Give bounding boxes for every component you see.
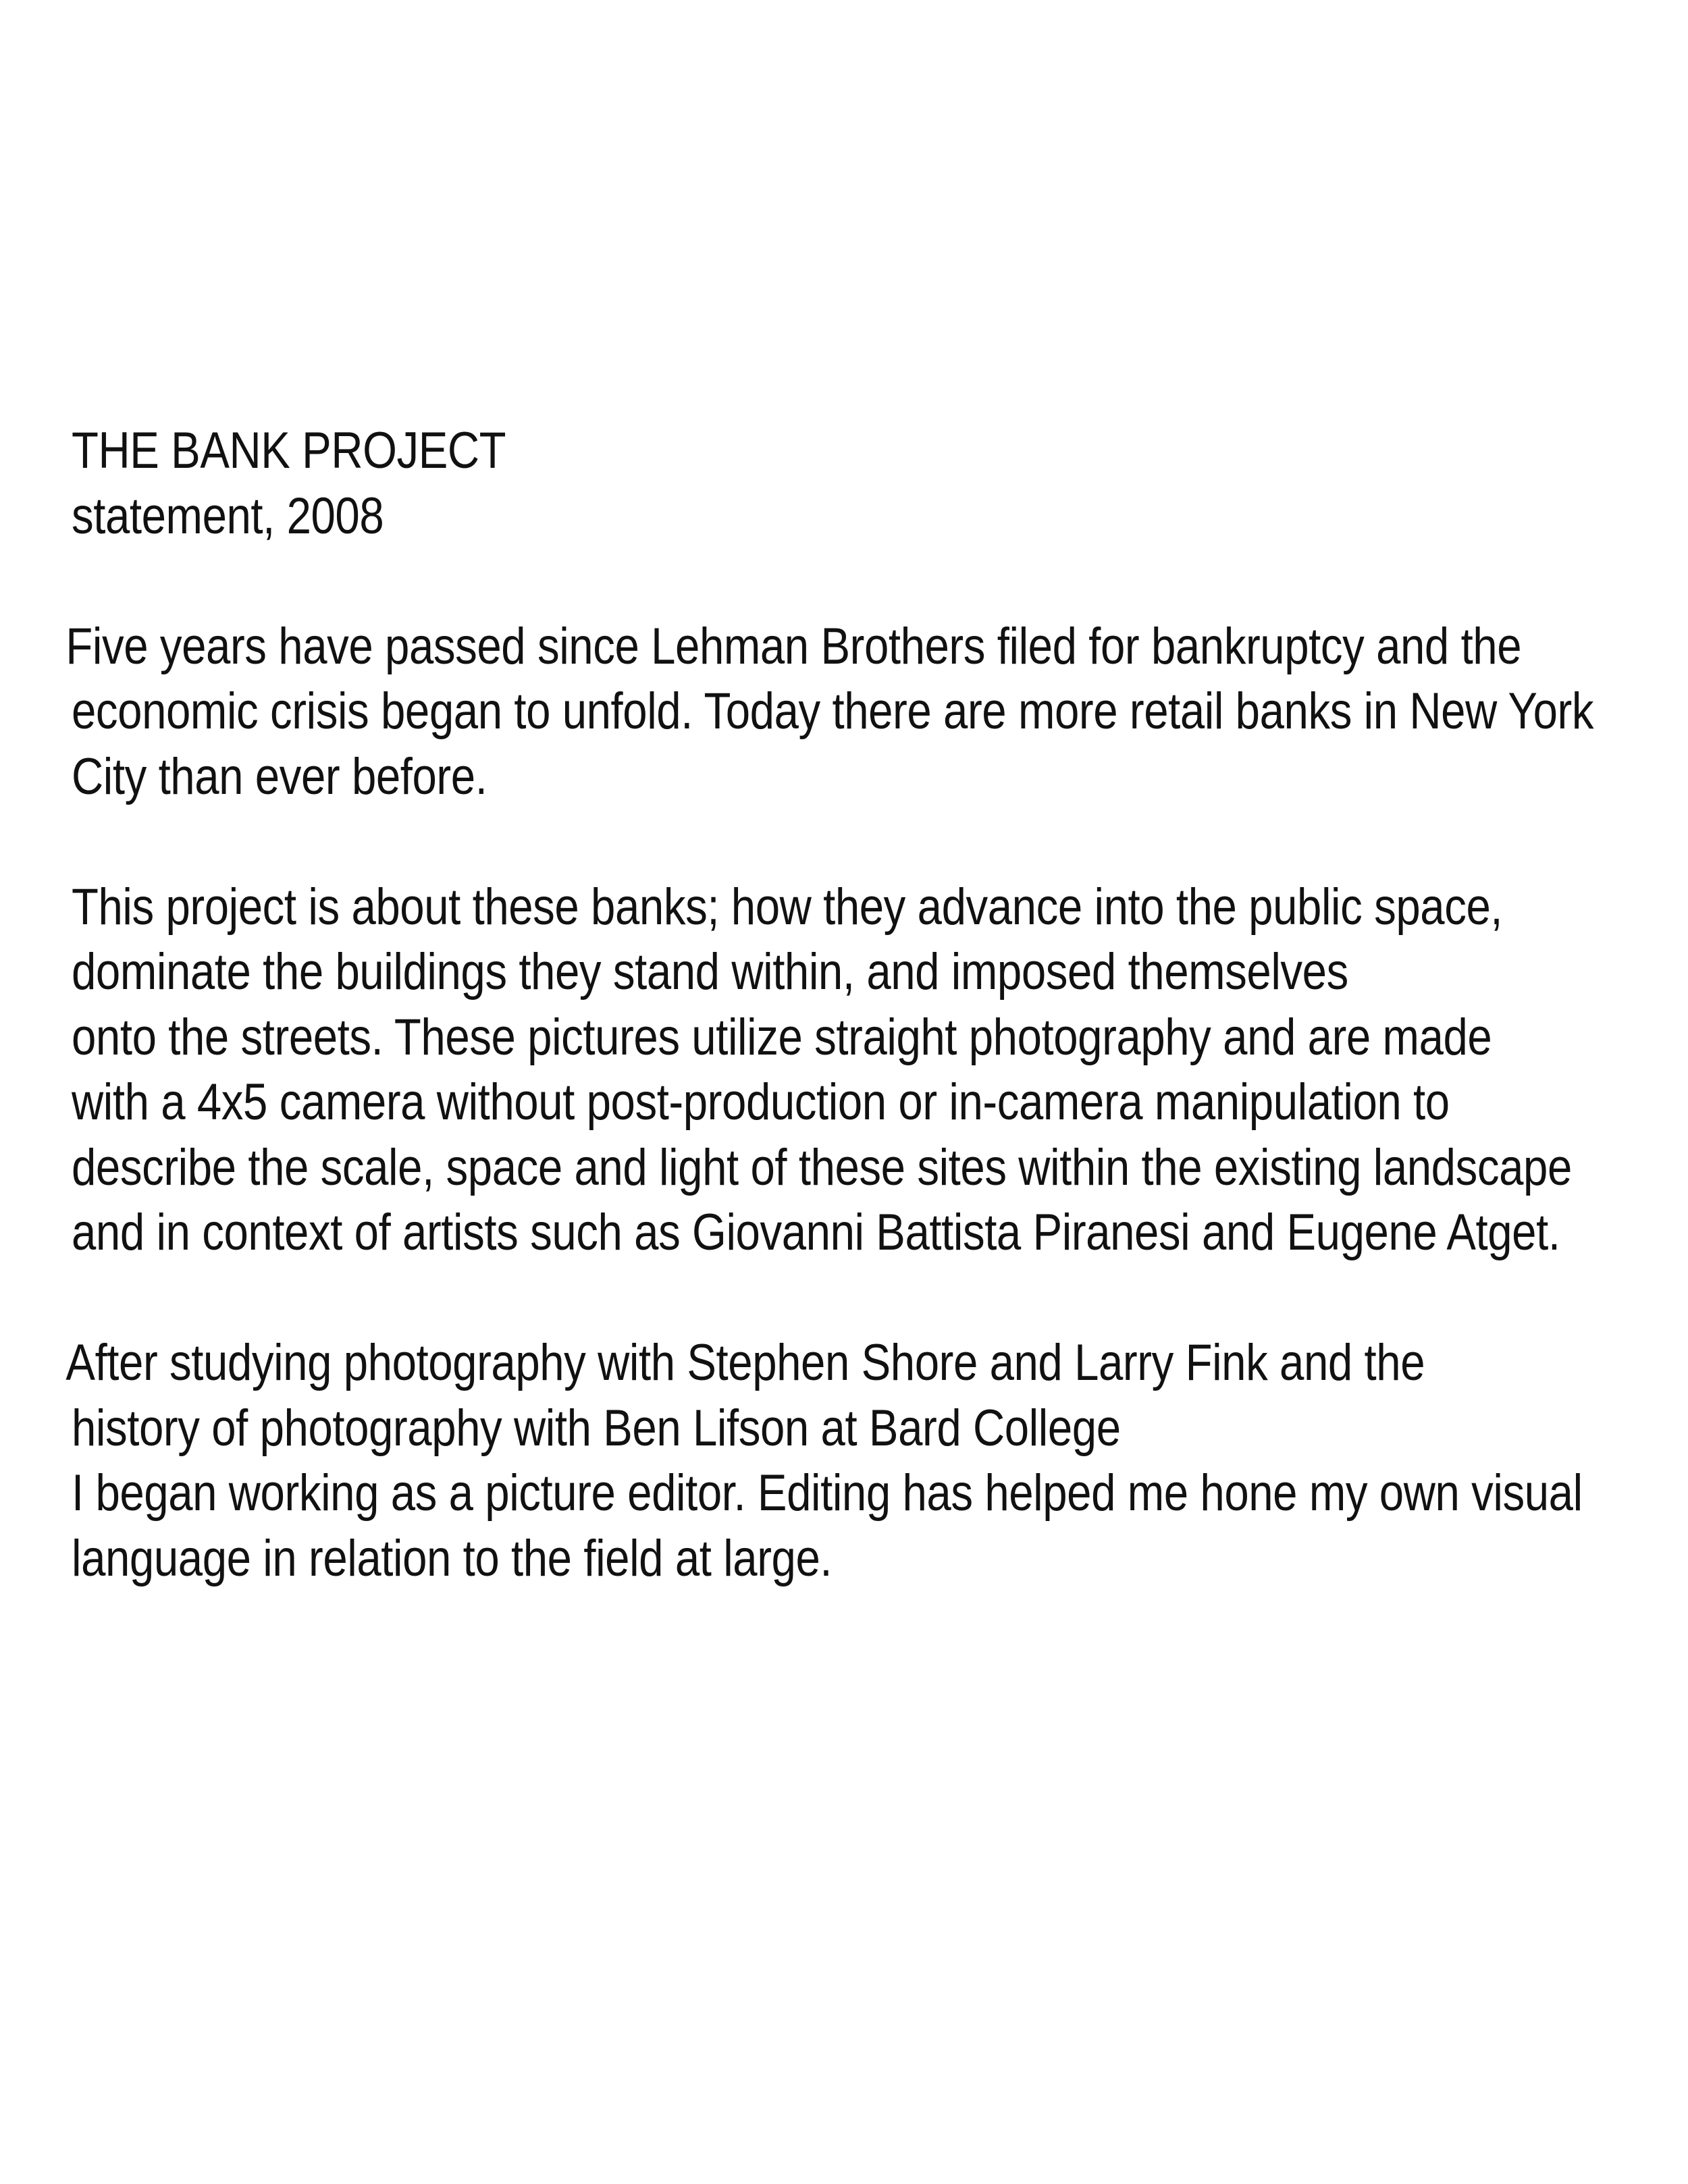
paragraph-line: history of photography with Ben Lifson at Bard College — [72, 1399, 1121, 1457]
paragraph-line: describe the scale, space and light of these sites within the existing landscape — [72, 1138, 1572, 1196]
paragraph-2 — [72, 875, 1572, 1266]
paragraph-line: I began working as a picture editor. Editing has helped me hone my own visual — [72, 1464, 1583, 1522]
paragraph-line: language in relation to the field at large. — [72, 1529, 833, 1587]
paragraph-line: onto the streets. These pictures utilize straight photography and are made — [72, 1008, 1492, 1066]
paragraph-line: and in context of artists such as Giovanni Battista Piranesi and Eugene Atget. — [72, 1204, 1560, 1261]
paragraph-line: After studying photography with Stephen Shore and Larry Fink and the — [65, 1334, 1425, 1391]
paragraph-spacer — [72, 549, 1454, 614]
paragraph-spacer — [72, 809, 1454, 875]
paragraph-line: dominate the buildings they stand within, and imposed themselves — [72, 943, 1348, 1001]
document-title: THE BANK PROJECT — [72, 422, 506, 479]
paragraph-spacer — [72, 1266, 1454, 1331]
paragraph-line: economic crisis began to unfold. Today there are more retail banks in New York — [72, 683, 1594, 740]
paragraph-1 — [65, 614, 1594, 810]
paragraph-line: City than ever before. — [72, 747, 487, 805]
paragraph-line: Five years have passed since Lehman Brothers filed for bankruptcy and the — [65, 617, 1522, 675]
statement-text — [65, 419, 1594, 1591]
paragraph-line: with a 4x5 camera without post-production or in-camera manipulation to — [72, 1073, 1450, 1131]
paragraph-3 — [65, 1331, 1583, 1591]
paragraph-line: This project is about these banks; how they advance into the public space, — [72, 878, 1503, 936]
document-subtitle: statement, 2008 — [72, 487, 384, 545]
